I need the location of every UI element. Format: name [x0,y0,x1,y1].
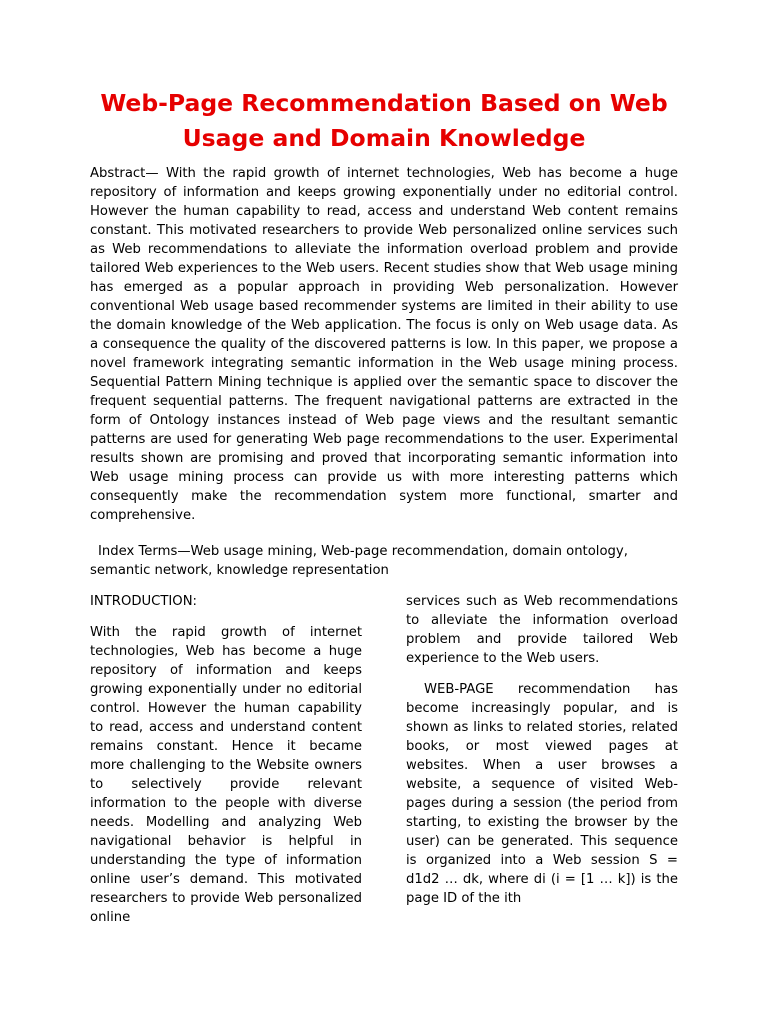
right-column [406,592,678,908]
introduction-paragraph-continued: services such as Web recommendations to alleviate the information overload problem and provide tailored Web experience to the Web users. [406,594,678,666]
introduction-paragraph-webpage: WEB-PAGE recommendation has become increasingly popular, and is shown as links to related stories, related books, or most viewed pages at websites. When a user browses a website, a sequence of visited Web-pages during a session (the period from starting, to existing the browser by the user) can be generated. This sequence is organized into a Web session S = d1d2 … dk, where di (i = [1 … k]) is the page ID of the ith [406,682,678,906]
index-terms-paragraph: Index Terms—Web usage mining, Web-page recommendation, domain ontology, semantic network, knowledge representation [90,544,628,578]
abstract-paragraph: Abstract— With the rapid growth of internet technologies, Web has become a huge repository of information and keeps growing exponentially under no editorial control. However the human capability to read, access and understand Web content remains constant. This motivated researchers to provide Web personalized online services such as Web recommendations to alleviate the information overload problem and provide tailored Web experiences to the Web users. Recent studies show that Web usage mining has emerged as a popular approach in providing Web personalization. However conventional Web usage based recommender systems are limited in their ability to use the domain knowledge of the Web application. The focus is only on Web usage data. As a consequence the quality of the discovered patterns is low. In this paper, we propose a novel framework integrating semantic information in the Web usage mining process. Sequential Pattern Mining technique is applied over the semantic space to discover the frequent sequential patterns. The frequent navigational patterns are extracted in the form of Ontology instances instead of Web page views and the resultant semantic patterns are used for generating Web page recommendations to the user. Experimental results shown are promising and proved that incorporating semantic information into Web usage mining process can provide us with more interesting patterns which consequently make the recommendation system more functional, smarter and comprehensive. [90,166,678,523]
left-column [90,592,362,927]
introduction-heading: INTRODUCTION: [90,594,198,609]
paper-title: Web-Page Recommendation Based on Web Usage and Domain Knowledge [100,89,668,152]
introduction-paragraph-left: With the rapid growth of internet technologies, Web has become a huge repository of information and keeps growing exponentially under no editorial control. However the human capability to read, access and understand content remains constant. Hence it became more challenging to the Website owners to selectively provide relevant information to the people with diverse needs. Modelling and analyzing Web navigational behavior is helpful in understanding the type of information online user’s demand. This motivated researchers to provide Web personalized online [90,625,362,925]
